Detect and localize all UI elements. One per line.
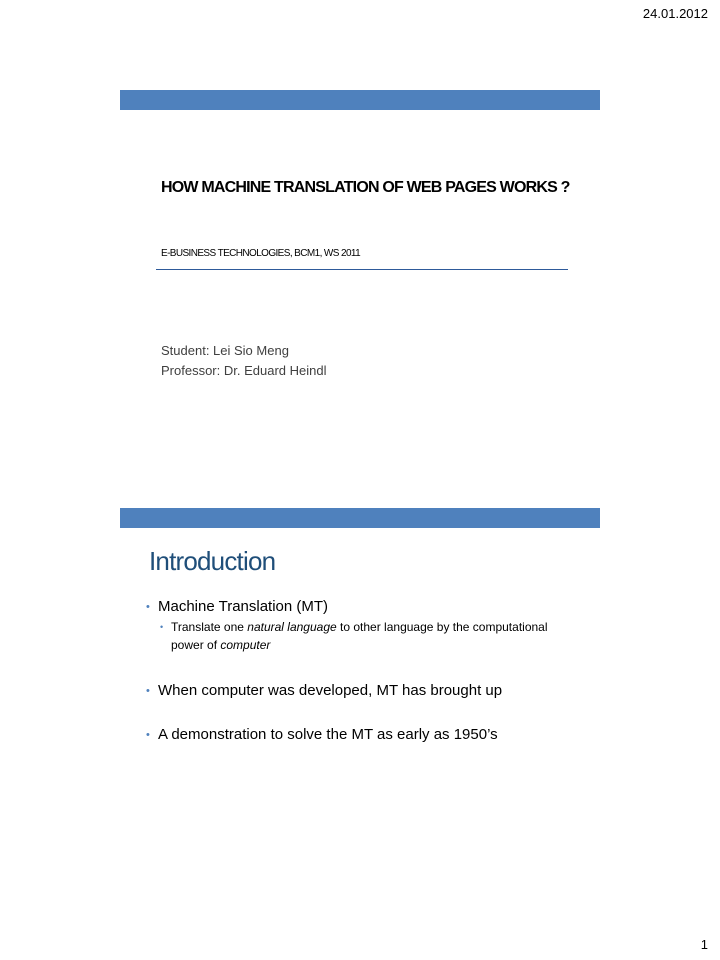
page-number: 1 (700, 937, 708, 952)
bullet-dot-icon: • (146, 601, 150, 613)
professor-name: Professor: Dr. Eduard Heindl (161, 363, 327, 378)
sub-bullet-item (160, 618, 551, 654)
slide-accent-bar (120, 508, 600, 528)
sub-bullet-emphasis: natural language (247, 620, 337, 634)
bullet-dot-icon: • (146, 685, 150, 697)
author-block (161, 341, 326, 381)
bullet-dot-icon: • (146, 729, 150, 741)
bullet-list (146, 596, 586, 746)
student-name: Student: Lei Sio Meng (161, 343, 289, 358)
title-divider (156, 269, 568, 270)
presentation-title: HOW MACHINE TRANSLATION OF WEB PAGES WORKS ? (161, 179, 570, 196)
spacer (146, 654, 586, 680)
sub-bullet-text-start: Translate one (171, 620, 248, 634)
bullet-dot-icon: • (160, 622, 164, 632)
sub-bullet-emphasis: computer (220, 638, 271, 652)
slide-accent-bar (120, 90, 600, 110)
bullet-item (146, 596, 586, 618)
bullet-item (146, 680, 586, 702)
bullet-text: A demonstration to solve the MT as early as 1950’s (158, 726, 498, 743)
page-date: 24.01.2012 (642, 6, 708, 21)
slide-introduction (120, 508, 600, 868)
bullet-text: Machine Translation (MT) (158, 598, 329, 615)
slide-title (120, 90, 600, 450)
presentation-subtitle: E-BUSINESS TECHNOLOGIES, BCM1, WS 2011 (161, 248, 361, 259)
sub-bullet-text-middle: to other language by the computational power of (171, 620, 548, 652)
slide-heading: Introduction (149, 546, 276, 576)
spacer (146, 702, 586, 724)
bullet-item (146, 724, 586, 746)
bullet-text: When computer was developed, MT has brought up (158, 682, 503, 699)
